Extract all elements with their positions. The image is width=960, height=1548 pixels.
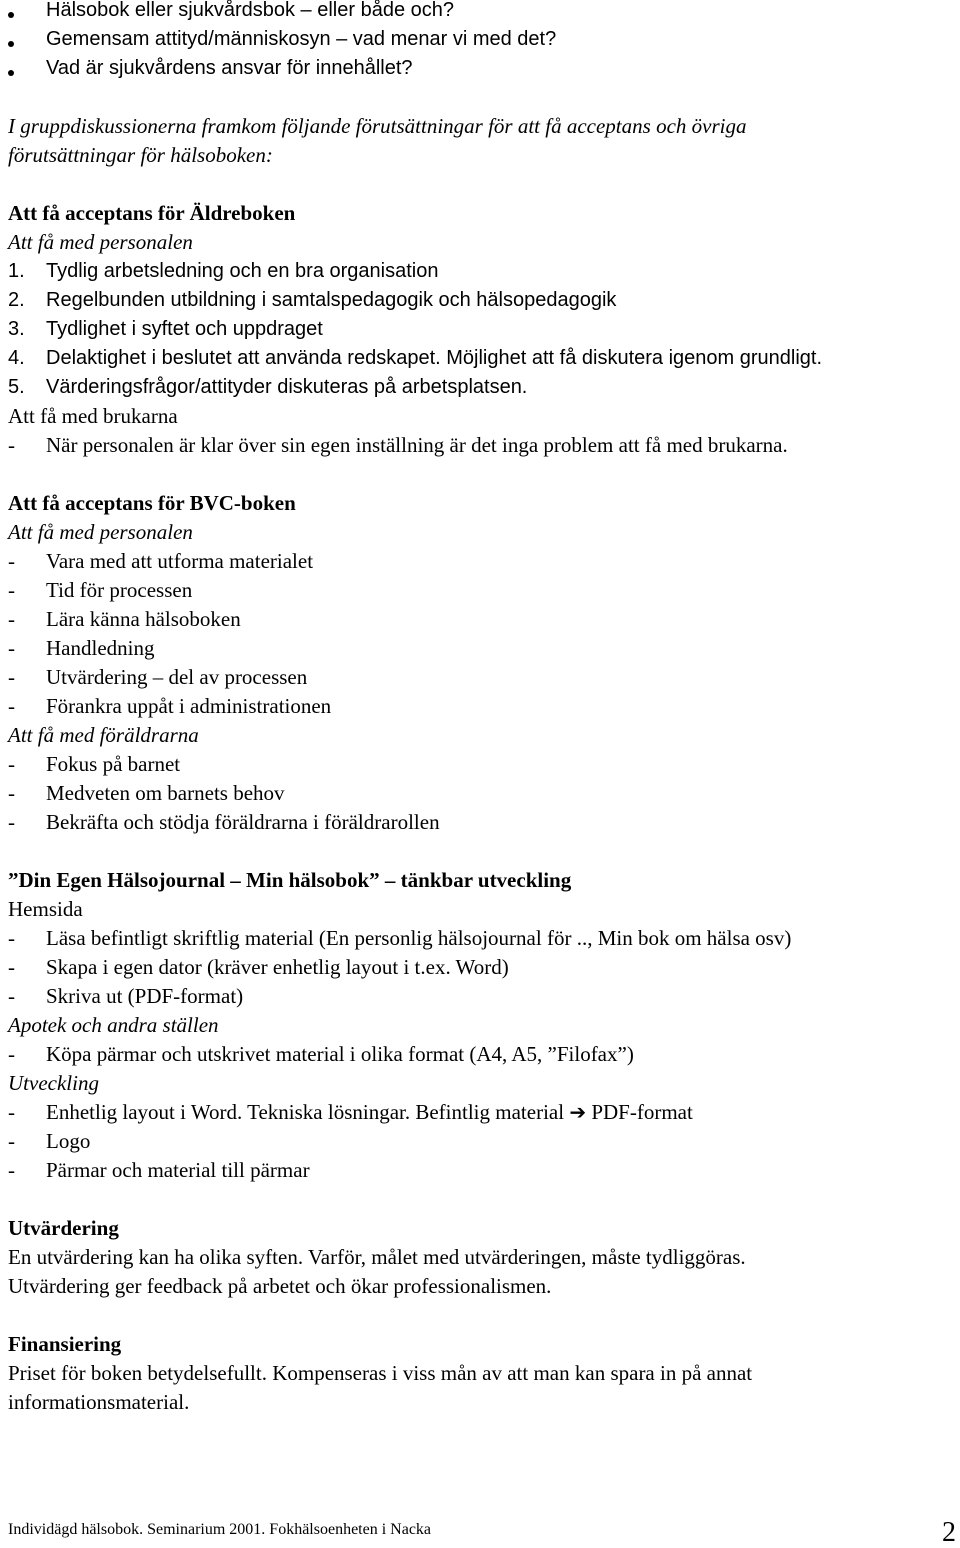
journal-apotek-label: Apotek och andra ställen xyxy=(8,1013,219,1037)
dash-marker: - xyxy=(8,984,15,1008)
journal-utveckling-item xyxy=(46,1098,693,1127)
dash-marker: - xyxy=(8,955,15,979)
bullet-item: Hälsobok eller sjukvårdsbok – eller både och? xyxy=(46,0,455,21)
journal-hemsida-item: Skapa i egen dator (kräver enhetlig layout i t.ex. Word) xyxy=(46,955,509,979)
dash-marker: - xyxy=(8,752,15,776)
finansiering-line: informationsmaterial. xyxy=(8,1390,190,1414)
list-number: 4. xyxy=(8,347,25,369)
aldre-personal-label: Att få med personalen xyxy=(8,230,193,254)
bvc-personal-item: Utvärdering – del av processen xyxy=(46,665,308,689)
finansiering-line: Priset för boken betydelsefullt. Kompenseras i viss mån av att man kan spara in på annat xyxy=(8,1361,753,1385)
journal-utveckling-item: Pärmar och material till pärmar xyxy=(46,1158,310,1182)
journal-utveckling-item: Logo xyxy=(46,1129,91,1153)
journal-hemsida-item: Skriva ut (PDF-format) xyxy=(46,984,244,1008)
bvc-parents-label: Att få med föräldrarna xyxy=(8,723,199,747)
journal-utveckling-label: Utveckling xyxy=(8,1071,99,1095)
page-footer: Individägd hälsobok. Seminarium 2001. Fokhälsoenheten i Nacka xyxy=(8,1521,432,1538)
bvc-personal-item: Förankra uppåt i administrationen xyxy=(46,694,332,718)
aldre-brukare-item: När personalen är klar över sin egen inställning är det inga problem att få med brukarna. xyxy=(46,433,788,457)
aldre-heading: Att få acceptans för Äldreboken xyxy=(8,201,296,225)
aldre-brukare-label: Att få med brukarna xyxy=(8,404,178,428)
journal-apotek-item: Köpa pärmar och utskrivet material i olika format (A4, A5, ”Filofax”) xyxy=(46,1042,634,1066)
bullet-item: Gemensam attityd/människosyn – vad menar vi med det? xyxy=(46,28,557,50)
bvc-parents-item: Fokus på barnet xyxy=(46,752,181,776)
bullet-item: Vad är sjukvårdens ansvar för innehållet? xyxy=(46,57,413,79)
utvardering-heading: Utvärdering xyxy=(8,1216,119,1240)
dash-marker: - xyxy=(8,1158,15,1182)
bvc-personal-item: Tid för processen xyxy=(46,578,193,602)
bullet-icon xyxy=(8,12,14,18)
bvc-personal-item: Vara med att utforma materialet xyxy=(46,549,314,573)
dash-marker: - xyxy=(8,1129,15,1153)
dash-marker: - xyxy=(8,1100,15,1124)
utvardering-line: En utvärdering kan ha olika syften. Varför, målet med utvärderingen, måste tydliggöras. xyxy=(8,1245,746,1269)
intro-line: förutsättningar för hälsoboken: xyxy=(8,143,273,167)
bvc-personal-item: Handledning xyxy=(46,636,155,660)
dash-marker: - xyxy=(8,607,15,631)
aldre-item: Tydlig arbetsledning och en bra organisation xyxy=(46,260,439,282)
dash-marker: - xyxy=(8,1042,15,1066)
utvardering-line: Utvärdering ger feedback på arbetet och ökar professionalismen. xyxy=(8,1274,552,1298)
aldre-item: Tydlighet i syftet och uppdraget xyxy=(46,318,323,340)
utveckling-item-text-end: PDF-format xyxy=(591,1100,693,1124)
journal-heading: ”Din Egen Hälsojournal – Min hälsobok” – tänkbar utveckling xyxy=(8,868,572,892)
dash-marker: - xyxy=(8,926,15,950)
dash-marker: - xyxy=(8,810,15,834)
list-number: 2. xyxy=(8,289,25,311)
aldre-item: Delaktighet i beslutet att använda redskapet. Möjlighet att få diskutera igenom grundligt. xyxy=(46,347,823,369)
dash-marker: - xyxy=(8,549,15,573)
aldre-item: Regelbunden utbildning i samtalspedagogik och hälsopedagogik xyxy=(46,289,617,311)
dash-marker: - xyxy=(8,665,15,689)
finansiering-heading: Finansiering xyxy=(8,1332,122,1356)
bvc-personal-label: Att få med personalen xyxy=(8,520,193,544)
journal-hemsida-item: Läsa befintligt skriftlig material (En personlig hälsojournal för .., Min bok om hälsa osv) xyxy=(46,926,792,950)
bvc-personal-item: Lära känna hälsoboken xyxy=(46,607,241,631)
dash-marker: - xyxy=(8,694,15,718)
aldre-item: Värderingsfrågor/attityder diskuteras på arbetsplatsen. xyxy=(46,376,528,398)
dash-marker: - xyxy=(8,781,15,805)
intro-line: I gruppdiskussionerna framkom följande förutsättningar för att få acceptans och övriga xyxy=(8,114,747,138)
list-number: 3. xyxy=(8,318,25,340)
bullet-icon xyxy=(8,70,14,76)
bvc-parents-item: Bekräfta och stödja föräldrarna i föräldrarollen xyxy=(46,810,440,834)
arrow-right-icon: ➔ xyxy=(569,1100,587,1124)
bullet-icon xyxy=(8,41,14,47)
utveckling-item-text: Enhetlig layout i Word. Tekniska lösningar. Befintlig material xyxy=(46,1100,565,1124)
dash-marker: - xyxy=(8,636,15,660)
bvc-parents-item: Medveten om barnets behov xyxy=(46,781,285,805)
journal-hemsida-label: Hemsida xyxy=(8,897,83,921)
dash-marker: - xyxy=(8,433,15,457)
bvc-heading: Att få acceptans för BVC-boken xyxy=(8,491,296,515)
list-number: 5. xyxy=(8,376,25,398)
dash-marker: - xyxy=(8,578,15,602)
page-number: 2 xyxy=(942,1517,956,1548)
list-number: 1. xyxy=(8,260,25,282)
